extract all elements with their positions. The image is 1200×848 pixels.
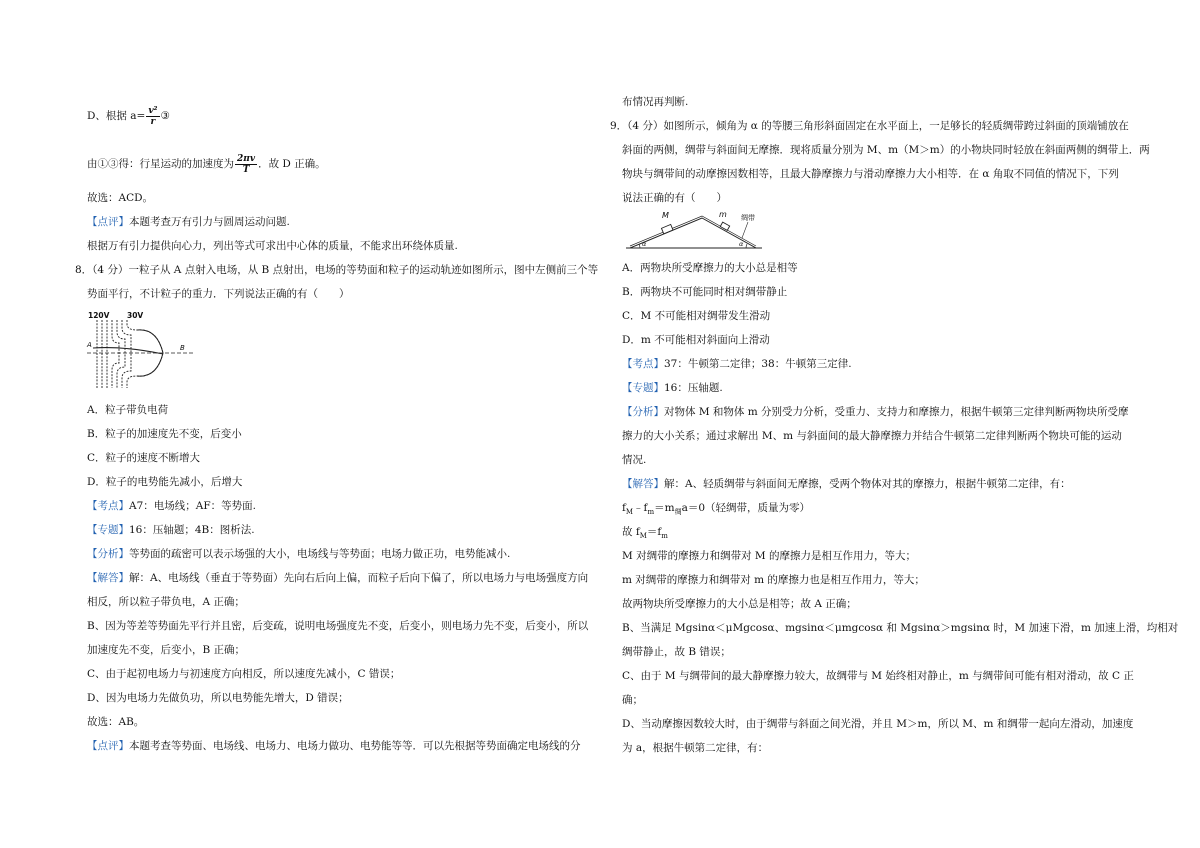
fig8-label-30v: 30V xyxy=(127,311,144,320)
fig9-label-alpha-right: α xyxy=(739,240,744,248)
q9-fenxi-line3: 情况. xyxy=(622,454,647,466)
q9-equation-2: 故 $f_M=f_m$ xyxy=(622,526,668,541)
fig9-label-alpha-left: α xyxy=(642,240,647,248)
comment-8-continued: 布情况再判断. xyxy=(622,96,689,108)
q9-jieda: 【解答】解：A、轻质绸带与斜面间无摩擦，受两个物体对其的摩擦力，根据牛顿第二定律，有： xyxy=(622,478,1071,490)
q8-option-d: D．粒子的电势能先减小，后增大 xyxy=(87,476,243,488)
q9-jieda-line10: 为 a，根据牛顿第二定律，有： xyxy=(622,742,769,754)
question-9-line2: 斜面的两侧，绸带与斜面间无摩擦．现将质量分别为 M、m（M＞m）的小物块同时轻放在斜面两侧的绸带上．两 xyxy=(622,144,1150,156)
q8-jieda: 【解答】解：A、电场线（垂直于等势面）先向右后向上偏，而粒子后向下偏了，所以电场力与电场强度方向 xyxy=(87,572,589,584)
q8-jieda-line5: C、由于起初电场力与初速度方向相反，所以速度先减小，C 错误； xyxy=(87,668,401,680)
answer-7: 故选：ACD。 xyxy=(87,192,154,204)
fig9-label-small-m: m xyxy=(719,210,727,219)
q8-zhuanti: 【专题】16：压轴题；4B：图析法. xyxy=(87,524,255,536)
figure-8-equipotential xyxy=(85,310,210,392)
d-option-line: D、根据 a= $\frac{\text{v²}}{r}$ ③ xyxy=(87,105,170,127)
q8-fenxi: 【分析】等势面的疏密可以表示场强的大小，电场线与等势面；电场力做正功，电势能减小. xyxy=(87,548,511,560)
frac-v2-over-r: $\frac{\text{v²}}{r}$ xyxy=(148,105,158,127)
fig8-label-120v: 120V xyxy=(88,311,110,320)
answer-8: 故选：AB。 xyxy=(87,716,145,728)
q9-fenxi-line2: 擦力的大小关系；通过求解出 M、m 与斜面间的最大静摩擦力并结合牛顿第二定律判断两个物块可能的运动 xyxy=(622,430,1122,442)
question-8-line2: 势面平行，不计粒子的重力．下列说法正确的有（ ） xyxy=(87,288,350,300)
q9-jieda-line6: 绸带静止，故 B 错误； xyxy=(622,646,731,658)
q8-option-b: B．粒子的加速度先不变，后变小 xyxy=(87,428,242,440)
q9-zhuanti: 【专题】16：压轴题. xyxy=(622,382,723,394)
fig9-label-big-m: M xyxy=(662,211,669,220)
question-9-line3: 物块与绸带间的动摩擦因数相等，且最大静摩擦力与滑动摩擦力大小相等．在 α 角取不同值的情况下，下列 xyxy=(622,168,1119,180)
figure-9-incline xyxy=(624,208,764,254)
q9-jieda-line7: C、由于 M 与绸带间的最大静摩擦力较大，故绸带与 M 始终相对静止，m 与绸带间可能有相对滑动，故 C 正 xyxy=(622,670,1134,682)
comment-8: 【点评】本题考查等势面、电场线、电场力、电场力做功、电势能等等．可以先根据等势面确定电场线的分 xyxy=(87,740,581,752)
q9-jieda-line3: m 对绸带的摩擦力和绸带对 m 的摩擦力也是相互作用力，等大； xyxy=(622,574,925,586)
q9-option-a: A．两物块所受摩擦力的大小总是相等 xyxy=(622,262,798,274)
q9-jieda-line5: B、当满足 Mgsinα＜μMgcosα、mgsinα＜μmgcosα 和 Mgsinα＞mgsinα 时，M 加速下滑，m 加速上滑，均相对 xyxy=(622,622,1179,634)
q9-jieda-line2: M 对绸带的摩擦力和绸带对 M 的摩擦力是相互作用力，等大； xyxy=(622,550,917,562)
q8-jieda-line4: 加速度先不变，后变小，B 正确； xyxy=(87,644,246,656)
comment-7: 【点评】本题考查万有引力与圆周运动问题. xyxy=(87,216,290,228)
question-8-line1: 8．（4 分）一粒子从 A 点射入电场，从 B 点射出，电场的等势面和粒子的运动轨迹如图所示，图中左侧前三个等 xyxy=(75,264,599,276)
q8-jieda-line2: 相反，所以粒子带负电，A 正确； xyxy=(87,596,245,608)
q9-fenxi: 【分析】对物体 M 和物体 m 分别受力分析，受重力、支持力和摩擦力，根据牛顿第三定律判断两物块所受摩 xyxy=(622,406,1129,418)
q9-jieda-line4: 故两物块所受摩擦力的大小总是相等；故 A 正确； xyxy=(622,598,857,610)
derive-line: 由①③得：行星运动的加速度为 $\frac{2\pi v}{T}$ ．故 D 正确。 xyxy=(87,153,326,175)
frac-2piv-over-t: $\frac{2\pi v}{T}$ xyxy=(237,153,256,175)
question-9-line4: 说法正确的有（ ） xyxy=(622,192,727,204)
q8-option-a: A．粒子带负电荷 xyxy=(87,404,169,416)
q9-jieda-line8: 确； xyxy=(622,694,643,706)
question-9-line1: 9．（4 分）如图所示，倾角为 α 的等腰三角形斜面固定在水平面上，一足够长的轻质绸带跨过斜面的顶端铺放在 xyxy=(610,120,1129,132)
q9-equation-1: $f_M﹣f_m=m_绸a=0$（轻绸带，质量为零） xyxy=(622,502,811,517)
q8-jieda-line3: B、因为等差等势面先平行并且密，后变疏，说明电场强度先不变，后变小，则电场力先不变，后变小，所以 xyxy=(87,620,589,632)
q8-jieda-line6: D、因为电场力先做负功，所以电势能先增大，D 错误； xyxy=(87,692,349,704)
fig8-label-a: A xyxy=(87,341,92,349)
comment-7-line2: 根据万有引力提供向心力，列出等式可求出中心体的质量，不能求出环绕体质量. xyxy=(87,240,458,252)
q9-kaodian: 【考点】37：牛顿第二定律；38：牛顿第三定律. xyxy=(622,358,852,370)
q9-option-d: D．m 不可能相对斜面向上滑动 xyxy=(622,334,770,346)
q9-option-c: C．M 不可能相对绸带发生滑动 xyxy=(622,310,771,322)
fig9-label-ribbon: 绸带 xyxy=(741,214,755,222)
q9-option-b: B．两物块不可能同时相对绸带静止 xyxy=(622,286,788,298)
fig8-label-b: B xyxy=(180,344,185,352)
q8-kaodian: 【考点】A7：电场线；AF：等势面. xyxy=(87,500,256,512)
q9-jieda-line9: D、当动摩擦因数较大时，由于绸带与斜面之间光滑，并且 M＞m，所以 M、m 和绸带一起向左滑动，加速度 xyxy=(622,718,1134,730)
q8-option-c: C．粒子的速度不断增大 xyxy=(87,452,201,464)
